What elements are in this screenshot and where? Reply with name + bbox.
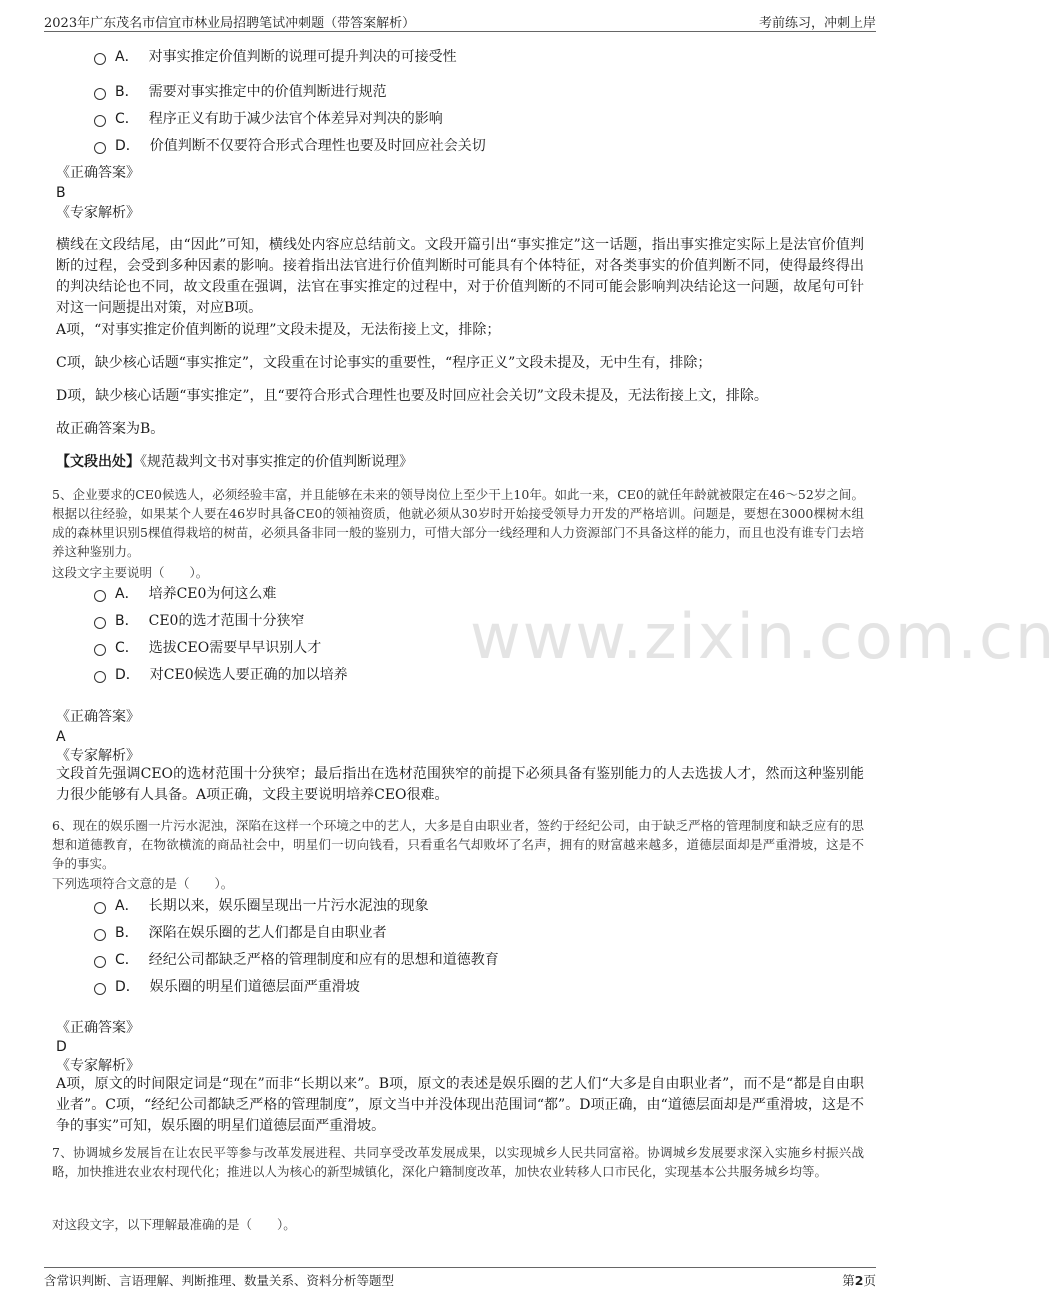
q6-option-c[interactable]: C． 经纪公司都缺乏严格的管理制度和应有的思想和道德教育 xyxy=(94,950,499,970)
header-divider xyxy=(44,31,876,32)
q4-item-d: D项，缺少核心话题“事实推定”，且“要符合形式合理性也要及时回应社会关切”文段未提及，无法衔接上文，排除。 xyxy=(56,388,768,404)
q5-answer-label: 《正确答案》 xyxy=(56,709,140,725)
q5-analysis-label: 《专家解析》 xyxy=(56,748,140,764)
q6-option-d[interactable]: D． 娱乐圈的明星们道德层面严重滑坡 xyxy=(94,977,360,997)
footer-divider xyxy=(44,1267,876,1268)
q4-answer-label: 《正确答案》 xyxy=(56,165,140,181)
radio-icon[interactable] xyxy=(94,956,106,968)
radio-icon[interactable] xyxy=(94,983,106,995)
q6-analysis: A项，原文的时间限定词是“现在”而非“长期以来”。B项，原文的表述是娱乐圈的艺人们“大多是自由职业者”，而不是“都是自由职业者”。C项，“经纪公司都缺乏严格的管理制度”，原文当中并没体现出范围词“都”。D项正确，由“道德层面却是严重滑坡，这是不争的事实”可知，娱乐圈的明星们道德层面严重滑坡。 xyxy=(56,1076,864,1134)
q5-analysis: 文段首先强调CEO的选材范围十分狭窄；最后指出在选材范围狭窄的前提下必须具备有鉴别能力的人去选拔人才，然而这种鉴别能力很少能够有人具备。A项正确，文段主要说明培养CEO很难。 xyxy=(56,766,864,803)
q5-stem: 5、企业要求的CE0候选人，必须经验丰富，并且能够在未来的领导岗位上至少干上10年。如此一来，CE0的就任年龄就被限定在46～52岁之间。根据以往经验，如果某个人要在46岁时具备CE0的领袖资质，他就必须从30岁时开始接受领导力开发的严格培训。问题是，要想在3000棵树木组成的森林里识别5棵值得栽培的树苗，必须具备非同一般的鉴别力，可惜大部分一线经理和人力资源部门不具备这样的能力，而且也没有谁专门去培养这种鉴别力。 xyxy=(52,487,864,559)
radio-icon[interactable] xyxy=(94,590,106,602)
q4-option-a[interactable]: A． 对事实推定价值判断的说理可提升判决的可接受性 xyxy=(94,47,457,67)
radio-icon[interactable] xyxy=(94,671,106,683)
q6-answer-label: 《正确答案》 xyxy=(56,1020,140,1036)
radio-icon[interactable] xyxy=(94,929,106,941)
q4-source xyxy=(56,452,864,473)
source-title: 《规范裁判文书对事实推定的价值判断说理》 xyxy=(140,454,413,470)
radio-icon[interactable] xyxy=(94,115,106,127)
q4-item-a: A项，“对事实推定价值判断的说理”文段未提及，无法衔接上文，排除； xyxy=(56,322,501,338)
radio-icon[interactable] xyxy=(94,902,106,914)
radio-icon[interactable] xyxy=(94,644,106,656)
page-footer xyxy=(44,1271,876,1289)
q4-option-d[interactable]: D． 价值判断不仅要符合形式合理性也要及时回应社会关切 xyxy=(94,136,486,156)
q6-answer: D xyxy=(56,1039,67,1055)
radio-icon[interactable] xyxy=(94,617,106,629)
q6-stem: 6、现在的娱乐圈一片污水泥浊，深陷在这样一个环境之中的艺人，大多是自由职业者，签约于经纪公司，由于缺乏严格的管理制度和缺乏应有的思想和道德教育，在物欲横流的商品社会中，明星们一切向钱看，只看重名气却败坏了名声，拥有的财富越来越多，道德层面却是严重滑坡，这是不争的事实。 xyxy=(52,818,864,871)
q4-option-c[interactable]: C． 程序正义有助于减少法官个体差异对判决的影响 xyxy=(94,109,443,129)
watermark: www.zixin.com.cn xyxy=(470,600,1056,673)
q4-analysis: 横线在文段结尾，由“因此”可知，横线处内容应总结前文。文段开篇引出“事实推定”这一话题，指出事实推定实际上是法官价值判断的过程，会受到多种因素的影响。接着指出法官进行价值判断时可能具有个体特征，对各类事实的价值判断不同，使得最终得出的判决结论也不同，故文段重在强调，法官在事实推定的过程中，对于价值判断的不同可能会影响判决结论这一问题，故尾句可针对这一问题提出对策，对应B项。 xyxy=(56,237,864,316)
radio-icon[interactable] xyxy=(94,53,106,65)
q5-answer: A xyxy=(56,729,66,745)
page-number: 第2页 xyxy=(842,1273,876,1288)
q6-option-a[interactable]: A． 长期以来，娱乐圈呈现出一片污水泥浊的现象 xyxy=(94,896,429,916)
q5-option-a[interactable]: A． 培养CE0为何这么难 xyxy=(94,584,276,604)
q4-analysis-label: 《专家解析》 xyxy=(56,205,140,221)
q5-option-d[interactable]: D． 对CE0候选人要正确的加以培养 xyxy=(94,665,348,685)
q5-question: 这段文字主要说明（ ）。 xyxy=(52,565,209,580)
footer-note: 含常识判断、言语理解、判断推理、数量关系、资料分析等题型 xyxy=(44,1273,395,1288)
radio-icon[interactable] xyxy=(94,88,106,100)
header-slogan: 考前练习，冲刺上岸 xyxy=(758,16,876,31)
q6-question: 下列选项符合文意的是（ ）。 xyxy=(52,876,234,891)
q5-option-c[interactable]: C． 选拔CEO需要早早识别人才 xyxy=(94,638,321,658)
q6-analysis-label: 《专家解析》 xyxy=(56,1058,140,1074)
source-label: 【文段出处】 xyxy=(56,454,140,470)
radio-icon[interactable] xyxy=(94,142,106,154)
q4-answer: B xyxy=(56,185,66,201)
q7-question: 对这段文字，以下理解最准确的是（ ）。 xyxy=(52,1217,296,1232)
q4-item-c: C项，缺少核心话题“事实推定”，文段重在讨论事实的重要性，“程序正义”文段未提及，无中生有，排除； xyxy=(56,355,712,371)
q4-option-b[interactable]: B． 需要对事实推定中的价值判断进行规范 xyxy=(94,82,387,102)
page-header xyxy=(44,8,876,30)
q6-option-b[interactable]: B． 深陷在娱乐圈的艺人们都是自由职业者 xyxy=(94,923,387,943)
q7-stem: 7、协调城乡发展旨在让农民平等参与改革发展进程、共同享受改革发展成果，以实现城乡人民共同富裕。协调城乡发展要求深入实施乡村振兴战略，加快推进农业农村现代化；推进以人为核心的新型城镇化，深化户籍制度改革，加快农业转移人口市民化，实现基本公共服务城乡均等。 xyxy=(52,1145,864,1179)
q5-option-b[interactable]: B． CE0的选才范围十分狭窄 xyxy=(94,611,304,631)
q4-conclusion: 故正确答案为B。 xyxy=(56,421,165,437)
document-title: 2023年广东茂名市信宜市林业局招聘笔试冲刺题（带答案解析） xyxy=(44,16,416,31)
